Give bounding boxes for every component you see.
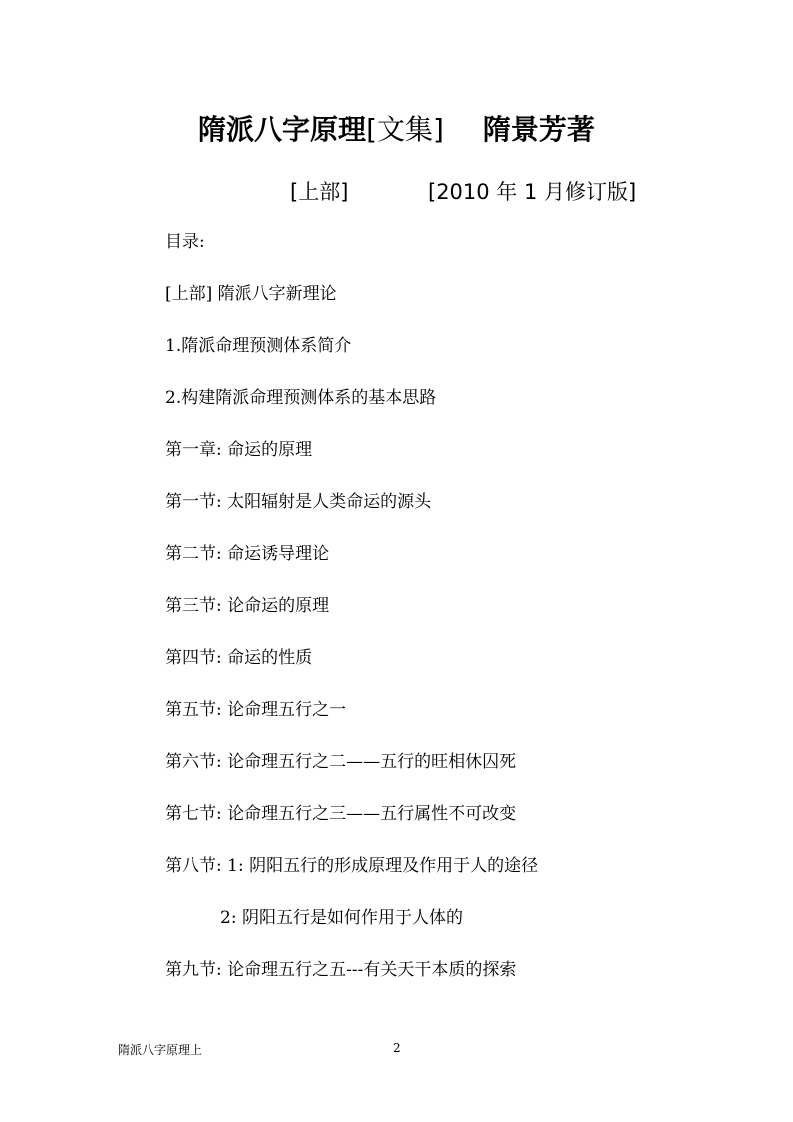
toc-item: 2: 阴阳五行是如何作用于人体的 — [220, 908, 463, 928]
toc-item: 第二节: 命运诱导理论 — [165, 544, 330, 564]
toc-item: 第一章: 命运的原理 — [165, 440, 313, 460]
toc-heading: 目录: — [165, 232, 205, 252]
part-label: [上部] — [290, 180, 349, 204]
toc-item: 第九节: 论命理五行之五---有关天干本质的探索 — [165, 960, 517, 980]
title-collection-tag: [文集] — [366, 113, 444, 146]
toc-item: 1.隋派命理预测体系简介 — [165, 336, 352, 356]
author-text: 隋景芳著 — [482, 113, 595, 146]
table-of-contents — [165, 230, 725, 1010]
toc-item: 第五节: 论命理五行之一 — [165, 700, 347, 720]
footer-page-number: 2 — [393, 1041, 401, 1055]
toc-item: [上部] 隋派八字新理论 — [165, 284, 337, 304]
toc-item: 第三节: 论命运的原理 — [165, 596, 330, 616]
toc-item: 第六节: 论命理五行之二——五行的旺相休囚死 — [165, 752, 517, 772]
document-title — [0, 108, 793, 148]
toc-item: 第八节: 1: 阴阳五行的形成原理及作用于人的途径 — [165, 856, 539, 876]
toc-item: 2.构建隋派命理预测体系的基本思路 — [165, 388, 437, 408]
edition-label: [2010 年 1 月修订版] — [428, 180, 637, 204]
title-text: 隋派八字原理 — [198, 113, 367, 146]
toc-item: 第七节: 论命理五行之三——五行属性不可改变 — [165, 804, 517, 824]
footer-book-name: 隋派八字原理上 — [118, 1043, 203, 1057]
toc-item: 第四节: 命运的性质 — [165, 648, 313, 668]
toc-item: 第一节: 太阳辐射是人类命运的源头 — [165, 492, 432, 512]
